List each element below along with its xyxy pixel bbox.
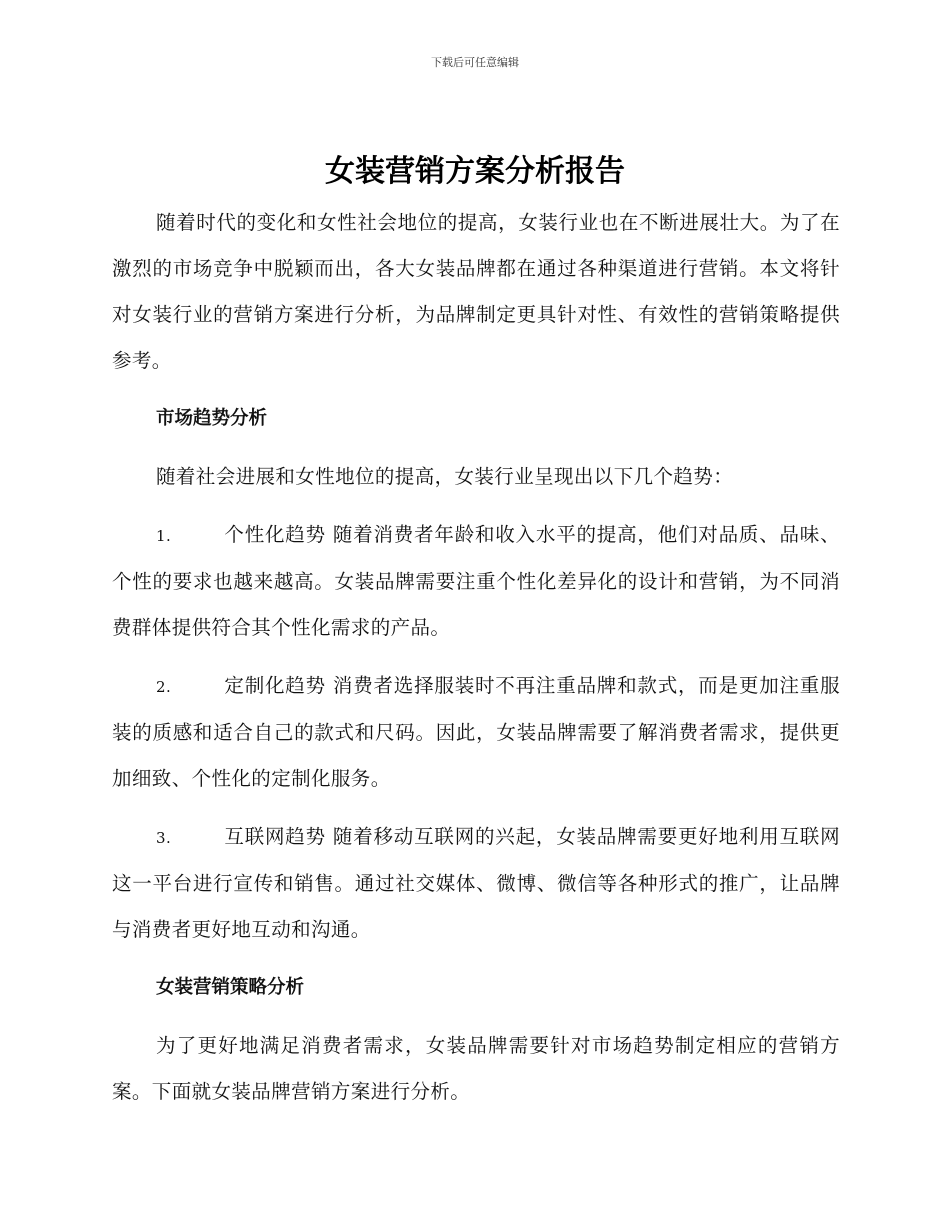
list-item-text: 个性化趋势 随着消费者年龄和收入水平的提高，他们对品质、品味、个性的要求也越来越高。女装品牌需要注重个性化差异化的设计和营销，为不同消费群体提供符合其个性化需求的产品。 (112, 523, 840, 639)
marketing-strategy-lead: 为了更好地满足消费者需求，女装品牌需要针对市场趋势制定相应的营销方案。下面就女装品牌营销方案进行分析。 (112, 1034, 840, 1103)
document-body (112, 200, 840, 1115)
list-item-number: 3. (156, 829, 172, 847)
list-item-number: 1. (156, 527, 172, 545)
document-title: 女装营销方案分析报告 (325, 154, 625, 189)
list-item-text: 定制化趋势 消费者选择服装时不再注重品牌和款式，而是更加注重服装的质感和适合自己的款式和尺码。因此，女装品牌需要了解消费者需求，提供更加细致、个性化的定制化服务。 (112, 674, 840, 790)
list-item (112, 512, 840, 651)
list-item-number: 2. (156, 678, 172, 696)
section-heading-marketing-strategy: 女装营销策略分析 (156, 977, 305, 998)
section-heading-market-trends: 市场趋势分析 (156, 408, 268, 429)
market-trends-lead: 随着社会进展和女性地位的提高，女装行业呈现出以下几个趋势： (156, 465, 734, 488)
list-item (112, 814, 840, 953)
header-note: 下载后可任意编辑 (431, 56, 519, 69)
list-item (112, 663, 840, 802)
list-item-text: 互联网趋势 随着移动互联网的兴起，女装品牌需要更好地利用互联网这一平台进行宣传和销售。通过社交媒体、微博、微信等各种形式的推广，让品牌与消费者更好地互动和沟通。 (112, 825, 840, 941)
intro-paragraph: 随着时代的变化和女性社会地位的提高，女装行业也在不断进展壮大。为了在激烈的市场竞争中脱颖而出，各大女装品牌都在通过各种渠道进行营销。本文将针对女装行业的营销方案进行分析，为品牌制定更具针对性、有效性的营销策略提供参考。 (112, 211, 840, 372)
